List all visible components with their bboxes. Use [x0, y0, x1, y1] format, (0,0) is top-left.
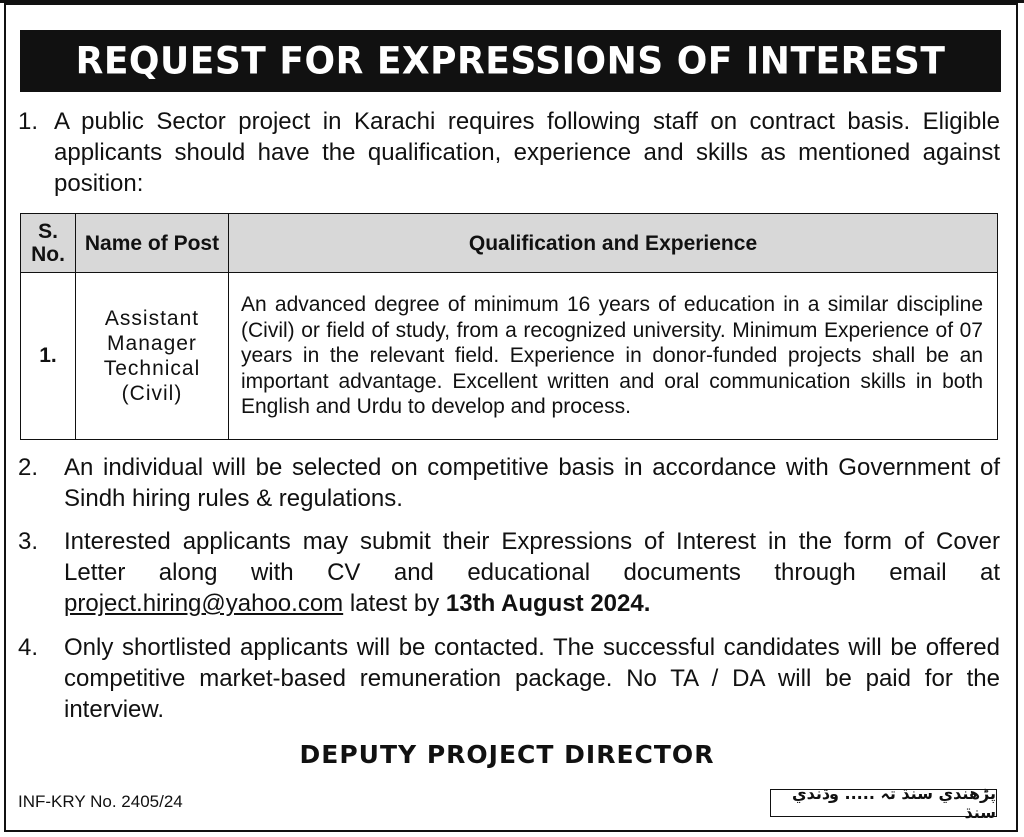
paragraph-text: [64, 526, 1000, 619]
paragraph-number: 1.: [18, 108, 39, 135]
header-sno: S. No.: [21, 214, 76, 273]
paragraph-4: [18, 632, 1000, 728]
cell-post: [76, 273, 229, 440]
email-link[interactable]: project.hiring@yahoo.com: [64, 590, 344, 617]
paragraph-text: A public Sector project in Karachi requires following staff on contract basis. Eligible applicants should have the qualification, experience and skills as mentioned against position:: [54, 108, 1000, 197]
table-row: [21, 273, 998, 440]
header-qualification: Qualification and Experience: [229, 214, 998, 273]
cell-sno: 1.: [21, 273, 76, 440]
post-line: Technical: [103, 357, 201, 380]
reference-number: INF-KRY No. 2405/24: [18, 792, 183, 811]
paragraph-2: [18, 452, 1000, 516]
paragraph-1: [18, 106, 1000, 202]
table-header-row: [21, 214, 998, 273]
paragraph-text: Only shortlisted applicants will be contacted. The successful candidates will be offered competitive market-based remuneration package. No TA / DA will be paid for the interview.: [64, 634, 1000, 723]
post-line: Assistant: [104, 307, 200, 330]
paragraph-number: 2.: [18, 454, 39, 481]
text-segment: latest by: [343, 590, 446, 617]
header-post: Name of Post: [76, 214, 229, 273]
cell-qualification: An advanced degree of minimum 16 years of education in a similar discipline (Civil) or field of study, from a recognized university. Minimum Experience of 07 years in the relevant field. Experience in donor-funded projects shall be an important advantage. Excellent written and oral communication skills in both English and Urdu to develop and process.: [229, 273, 998, 440]
post-line: Manager: [107, 332, 197, 355]
paragraph-text: An individual will be selected on competitive basis in accordance with Government of Sindh hiring rules & regulations.: [64, 454, 1000, 512]
deadline-date: 13th August 2024.: [445, 590, 651, 617]
paragraph-number: 4.: [18, 634, 39, 661]
text-segment: Interested applicants may submit their Expressions of Interest in the form of Cover Letter along with CV and educational documents through email at: [64, 528, 1000, 586]
heading-banner: [20, 30, 1001, 92]
signatory: DEPUTY PROJECT DIRECTOR: [299, 740, 715, 769]
post-line: (Civil): [121, 382, 183, 405]
page-title: REQUEST FOR EXPRESSIONS OF INTEREST: [75, 39, 946, 83]
paragraph-3: [18, 526, 1000, 622]
paragraph-number: 3.: [18, 528, 39, 555]
slogan-stamp: پڑهندي سنڌ تہ ..... وڌندي سنڌ: [770, 789, 997, 817]
positions-table: [20, 213, 998, 440]
